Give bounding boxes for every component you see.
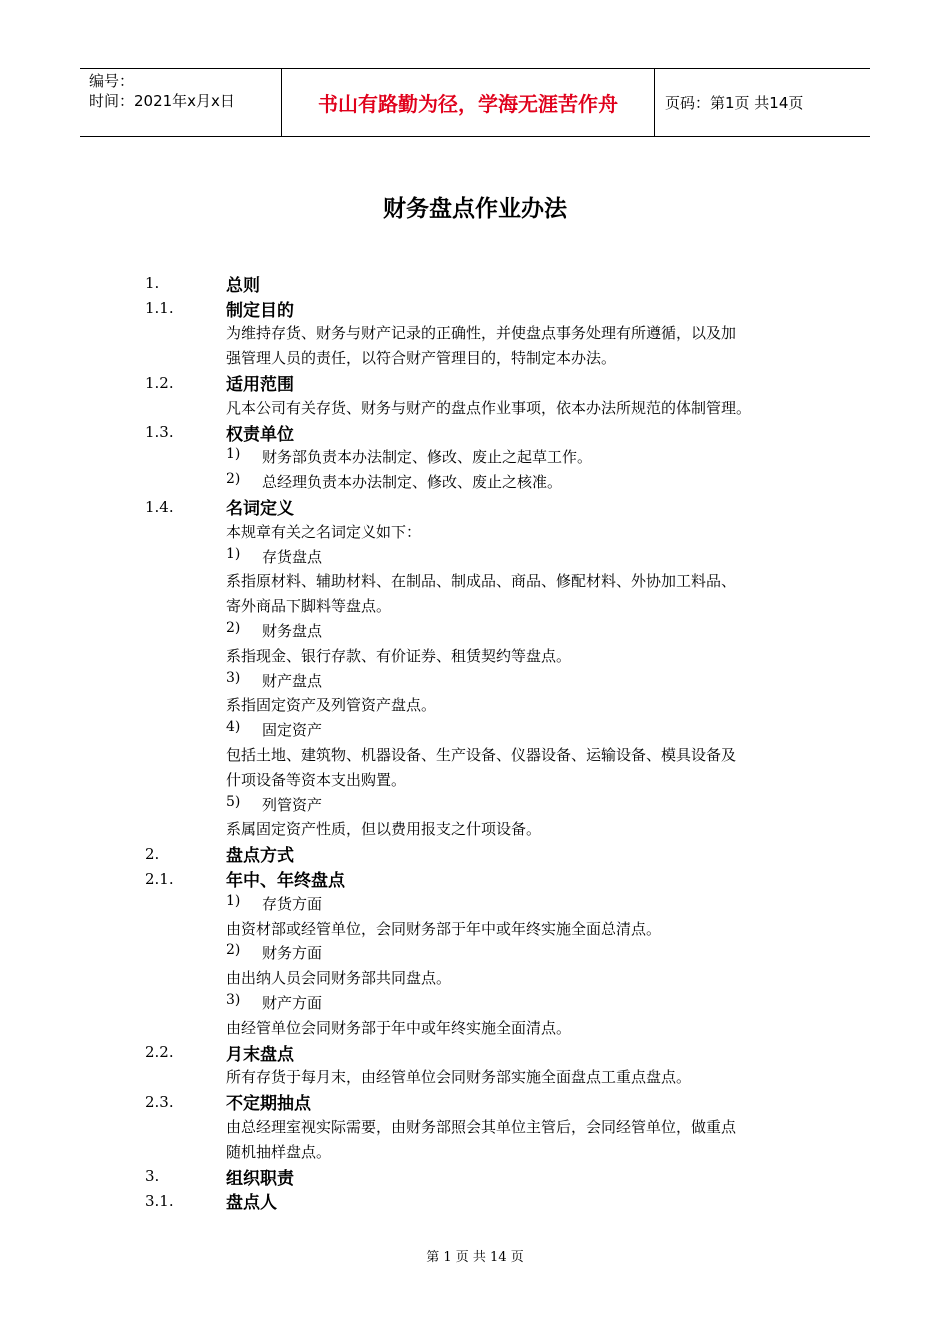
list-item-number: 4) (226, 719, 241, 736)
paragraph-line (145, 965, 825, 990)
section-heading (145, 296, 825, 321)
list-item-number: 3) (226, 992, 241, 1008)
paragraph-line (145, 643, 825, 668)
section-number: 1.4. (145, 497, 174, 516)
section-number: 1.1. (145, 299, 174, 318)
paragraph-text: 系指固定资产及列管资产盘点。 (226, 696, 437, 715)
list-item-number: 3) (226, 669, 241, 686)
list-item-number: 5) (226, 793, 241, 810)
list-item-text: 列管资产 (262, 795, 323, 814)
list-item-text: 财产盘点 (262, 671, 323, 690)
paragraph-text: 由资材部或经管单位，会同财务部于年中或年终实施全面总清点。 (226, 919, 662, 938)
list-item-text: 财务方面 (262, 944, 323, 963)
section-title: 适用范围 (226, 375, 294, 396)
section-title: 月末盘点 (226, 1044, 294, 1065)
paragraph-line (145, 817, 825, 842)
paragraph-line (145, 593, 825, 618)
section-title: 权责单位 (226, 424, 294, 445)
list-item (145, 668, 825, 693)
list-item-text: 存货方面 (262, 894, 323, 913)
paragraph-text: 强管理人员的责任，以符合财产管理目的，特制定本办法。 (226, 349, 617, 368)
section-number: 2. (145, 844, 160, 863)
list-item (145, 941, 825, 966)
paragraph-line (145, 1139, 825, 1164)
section-heading (145, 1040, 825, 1065)
paragraph-line (145, 519, 825, 544)
paragraph-text: 寄外商品下脚料等盘点。 (226, 597, 392, 616)
paragraph-line (145, 693, 825, 718)
section-heading (145, 494, 825, 519)
section-heading (145, 420, 825, 445)
section-title: 年中、年终盘点 (226, 871, 345, 892)
paragraph-text: 由经管单位会同财务部于年中或年终实施全面清点。 (226, 1018, 572, 1037)
paragraph-line (145, 1114, 825, 1139)
section-number: 1.3. (145, 423, 174, 442)
section-number: 3.1. (145, 1191, 174, 1210)
section-title: 名词定义 (226, 499, 294, 520)
section-heading (145, 1188, 825, 1213)
list-item-number: 1) (226, 545, 241, 562)
document-body (145, 271, 825, 1213)
list-item-number: 2) (226, 471, 241, 488)
list-item (145, 618, 825, 643)
section-title: 盘点方式 (226, 846, 294, 867)
section-heading (145, 1089, 825, 1114)
section-title: 不定期抽点 (226, 1094, 311, 1115)
section-title: 制定目的 (226, 300, 294, 321)
header-page-number: 页码：第1页 共14页 (665, 94, 804, 112)
paragraph-text: 系属固定资产性质，但以费用报支之什项设备。 (226, 820, 542, 839)
list-item-text: 财产方面 (262, 994, 323, 1012)
document-number-label: 编号： (89, 72, 135, 90)
paragraph-text: 为维持存货、财务与财产记录的正确性，并使盘点事务处理有所遵循，以及加 (226, 324, 737, 343)
paragraph-line (145, 916, 825, 941)
paragraph-line (145, 1015, 825, 1040)
section-number: 3. (145, 1167, 160, 1186)
paragraph-text: 所有存货于每月末，由经管单位会同财务部实施全面盘点工重点盘点。 (226, 1068, 692, 1087)
list-item-text: 总经理负责本办法制定、修改、废止之核准。 (262, 473, 563, 492)
list-item-text: 财务部负责本办法制定、修改、废止之起草工作。 (262, 448, 593, 467)
paragraph-line (145, 345, 825, 370)
paragraph-line (145, 321, 825, 346)
list-item (145, 792, 825, 817)
section-number: 2.2. (145, 1043, 174, 1062)
section-number: 1. (145, 274, 160, 293)
paragraph-line (145, 395, 825, 420)
list-item (145, 717, 825, 742)
section-number: 2.3. (145, 1092, 174, 1111)
section-title: 组织职责 (226, 1168, 294, 1189)
list-item-number: 1) (226, 892, 241, 909)
list-item-text: 财务盘点 (262, 622, 323, 641)
paragraph-line (145, 569, 825, 594)
header-table (80, 68, 870, 137)
list-item-text: 存货盘点 (262, 547, 323, 566)
document-title: 财务盘点作业办法 (383, 196, 567, 222)
paragraph-text: 由出纳人员会同财务部共同盘点。 (226, 969, 452, 988)
paragraph-line (145, 767, 825, 792)
paragraph-line (145, 1065, 825, 1090)
list-item (145, 544, 825, 569)
paragraph-text: 包括土地、建筑物、机器设备、生产设备、仪器设备、运输设备、模具设备及 (226, 746, 737, 765)
header-meta (80, 69, 282, 136)
paragraph-text: 随机抽样盘点。 (226, 1142, 332, 1161)
paragraph-line (145, 742, 825, 767)
section-heading (145, 370, 825, 395)
header-motto: 书山有路勤为径，学海无涯苦作舟 (282, 69, 655, 136)
list-item (145, 891, 825, 916)
list-item (145, 445, 825, 470)
paragraph-text: 本规章有关之名词定义如下： (226, 522, 422, 541)
paragraph-text: 系指原材料、辅助材料、在制品、制成品、商品、修配材料、外协加工料品、 (226, 572, 737, 591)
paragraph-text: 凡本公司有关存货、财务与财产的盘点作业事项，依本办法所规范的体制管理。 (226, 398, 752, 417)
list-item-number: 2) (226, 620, 241, 637)
section-heading (145, 1164, 825, 1189)
list-item-number: 1) (226, 446, 241, 463)
list-item-number: 2) (226, 942, 241, 959)
section-heading (145, 271, 825, 296)
document-date-label: 时间：2021年x月x日 (89, 92, 235, 110)
section-number: 1.2. (145, 373, 174, 392)
section-heading (145, 866, 825, 891)
paragraph-text: 系指现金、银行存款、有价证券、租赁契约等盘点。 (226, 646, 572, 665)
paragraph-text: 由总经理室视实际需要，由财务部照会其单位主管后，会同经管单位，做重点 (226, 1117, 737, 1136)
section-heading (145, 841, 825, 866)
section-title: 总则 (226, 275, 260, 296)
list-item (145, 990, 825, 1015)
list-item-text: 固定资产 (262, 721, 323, 740)
page-footer: 第 1 页 共 14 页 (426, 1250, 524, 1265)
section-title: 盘点人 (226, 1193, 277, 1214)
section-number: 2.1. (145, 869, 174, 888)
paragraph-text: 什项设备等资本支出购置。 (226, 770, 407, 789)
list-item (145, 469, 825, 494)
